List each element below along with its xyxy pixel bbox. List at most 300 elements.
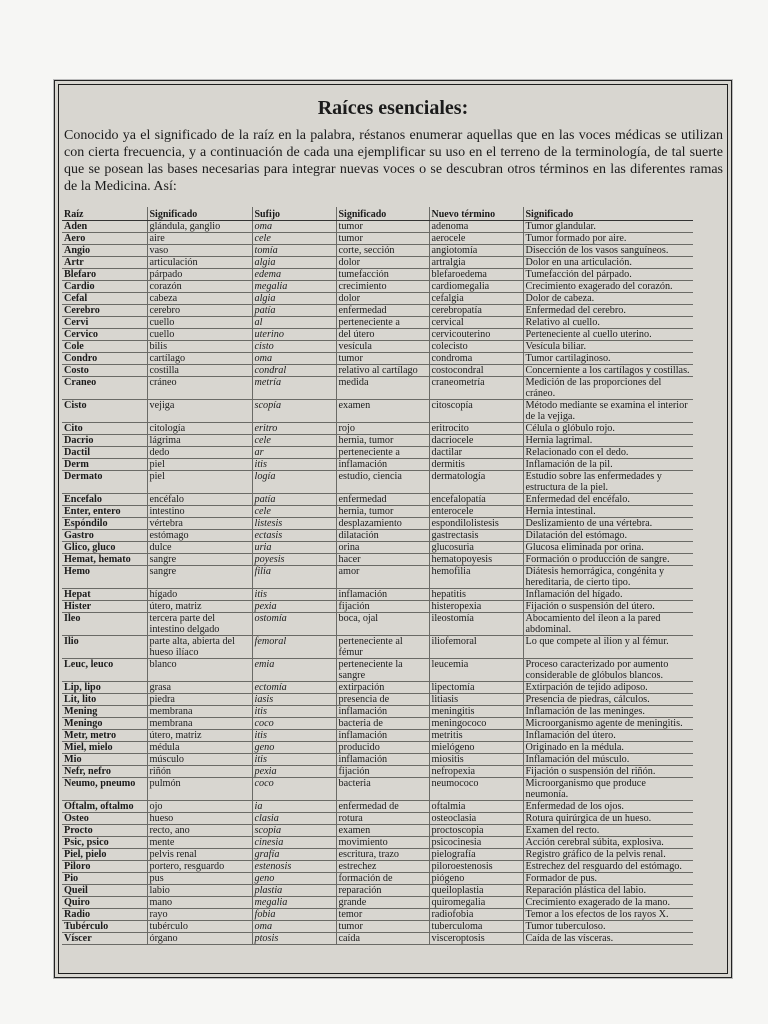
cell-suffix: edema xyxy=(252,269,336,281)
cell-new-term: eritrocito xyxy=(429,423,523,435)
table-row xyxy=(62,589,693,601)
cell-root: Hemo xyxy=(62,566,147,589)
cell-suffix-meaning: tumor xyxy=(336,221,429,233)
table-row xyxy=(62,459,693,471)
cell-suffix-meaning: relativo al cartílago xyxy=(336,365,429,377)
cell-definition: Diátesis hemorrágica, congénita y hereditaria, de cierto tipo. xyxy=(523,566,693,589)
cell-root: Cisto xyxy=(62,400,147,423)
cell-meaning: intestino xyxy=(147,506,252,518)
cell-definition: Estudio sobre las enfermedades y estructura de la piel. xyxy=(523,471,693,494)
cell-suffix: oma xyxy=(252,353,336,365)
table-row xyxy=(62,837,693,849)
cell-meaning: bilis xyxy=(147,341,252,353)
cell-suffix: cinesia xyxy=(252,837,336,849)
cell-meaning: útero, matriz xyxy=(147,730,252,742)
cell-meaning: aire xyxy=(147,233,252,245)
cell-root: Lip, lipo xyxy=(62,682,147,694)
cell-suffix-meaning: fijación xyxy=(336,601,429,613)
cell-new-term: meningococo xyxy=(429,718,523,730)
cell-new-term: piógeno xyxy=(429,873,523,885)
cell-root: Procto xyxy=(62,825,147,837)
cell-suffix: itis xyxy=(252,589,336,601)
table-row xyxy=(62,377,693,400)
cell-suffix-meaning: fijación xyxy=(336,766,429,778)
cell-new-term: lipectomía xyxy=(429,682,523,694)
table-row xyxy=(62,825,693,837)
cell-suffix-meaning: enfermedad xyxy=(336,494,429,506)
cell-root: Hister xyxy=(62,601,147,613)
cell-meaning: cráneo xyxy=(147,377,252,400)
cell-definition: Tumor cartilaginoso. xyxy=(523,353,693,365)
cell-definition: Abocamiento del íleon a la pared abdominal. xyxy=(523,613,693,636)
cell-suffix: tomía xyxy=(252,245,336,257)
cell-definition: Examen del recto. xyxy=(523,825,693,837)
cell-root: Tubérculo xyxy=(62,921,147,933)
cell-root: Mening xyxy=(62,706,147,718)
table-row xyxy=(62,506,693,518)
cell-definition: Acción cerebral súbita, explosiva. xyxy=(523,837,693,849)
cell-suffix: cele xyxy=(252,233,336,245)
cell-suffix-meaning: boca, ojal xyxy=(336,613,429,636)
table-row xyxy=(62,518,693,530)
cell-new-term: artralgia xyxy=(429,257,523,269)
cell-root: Derm xyxy=(62,459,147,471)
cell-definition: Perteneciente al cuello uterino. xyxy=(523,329,693,341)
table-row xyxy=(62,471,693,494)
cell-suffix: coco xyxy=(252,718,336,730)
cell-suffix-meaning: estrechez xyxy=(336,861,429,873)
cell-new-term: quiromegalia xyxy=(429,897,523,909)
table-row xyxy=(62,909,693,921)
cell-suffix-meaning: corte, sección xyxy=(336,245,429,257)
cell-new-term: litiasis xyxy=(429,694,523,706)
cell-suffix: coco xyxy=(252,778,336,801)
cell-new-term: condroma xyxy=(429,353,523,365)
cell-suffix-meaning: formación de xyxy=(336,873,429,885)
cell-meaning: piel xyxy=(147,471,252,494)
cell-root: Ilio xyxy=(62,636,147,659)
cell-suffix-meaning: tumor xyxy=(336,921,429,933)
cell-new-term: aerocele xyxy=(429,233,523,245)
cell-root: Cito xyxy=(62,423,147,435)
table-row xyxy=(62,494,693,506)
cell-definition: Relacionado con el dedo. xyxy=(523,447,693,459)
cell-new-term: pielografía xyxy=(429,849,523,861)
cell-new-term: tuberculoma xyxy=(429,921,523,933)
cell-suffix: ptosis xyxy=(252,933,336,945)
cell-meaning: citología xyxy=(147,423,252,435)
cell-suffix-meaning: hacer xyxy=(336,554,429,566)
cell-definition: Proceso caracterizado por aumento considerable de glóbulos blancos. xyxy=(523,659,693,682)
cell-suffix: oma xyxy=(252,221,336,233)
cell-definition: Presencia de piedras, cálculos. xyxy=(523,694,693,706)
table-row xyxy=(62,933,693,945)
cell-definition: Célula o glóbulo rojo. xyxy=(523,423,693,435)
table-row xyxy=(62,257,693,269)
page-border xyxy=(58,84,728,974)
table-row xyxy=(62,400,693,423)
cell-meaning: mano xyxy=(147,897,252,909)
cell-meaning: vaso xyxy=(147,245,252,257)
cell-new-term: gastrectasis xyxy=(429,530,523,542)
cell-root: Pio xyxy=(62,873,147,885)
table-row xyxy=(62,221,693,233)
cell-new-term: blefaroedema xyxy=(429,269,523,281)
cell-suffix: ia xyxy=(252,801,336,813)
cell-meaning: cartílago xyxy=(147,353,252,365)
cell-new-term: dactilar xyxy=(429,447,523,459)
table-row xyxy=(62,423,693,435)
cell-root: Víscer xyxy=(62,933,147,945)
cell-root: Hemat, hemato xyxy=(62,554,147,566)
cell-root: Hepat xyxy=(62,589,147,601)
cell-definition: Enfermedad del encéfalo. xyxy=(523,494,693,506)
cell-new-term: neumococo xyxy=(429,778,523,801)
cell-suffix-meaning: crecimiento xyxy=(336,281,429,293)
cell-suffix: eritro xyxy=(252,423,336,435)
cell-suffix: algia xyxy=(252,257,336,269)
cell-root: Artr xyxy=(62,257,147,269)
cell-definition: Inflamación del músculo. xyxy=(523,754,693,766)
cell-meaning: recto, ano xyxy=(147,825,252,837)
cell-meaning: hueso xyxy=(147,813,252,825)
table-row xyxy=(62,730,693,742)
cell-new-term: queiloplastia xyxy=(429,885,523,897)
cell-meaning: lágrima xyxy=(147,435,252,447)
cell-new-term: nefropexia xyxy=(429,766,523,778)
cell-new-term: cervical xyxy=(429,317,523,329)
cell-definition: Dolor en una articulación. xyxy=(523,257,693,269)
cell-new-term: mielógeno xyxy=(429,742,523,754)
cell-suffix: ostomía xyxy=(252,613,336,636)
cell-root: Queil xyxy=(62,885,147,897)
table-row xyxy=(62,365,693,377)
cell-root: Piel, pielo xyxy=(62,849,147,861)
cell-suffix: condral xyxy=(252,365,336,377)
cell-root: Cervi xyxy=(62,317,147,329)
cell-suffix-meaning: examen xyxy=(336,400,429,423)
cell-definition: Reparación plástica del labio. xyxy=(523,885,693,897)
cell-definition: Crecimiento exagerado del corazón. xyxy=(523,281,693,293)
cell-suffix-meaning: inflamación xyxy=(336,589,429,601)
cell-new-term: hepatitis xyxy=(429,589,523,601)
cell-definition: Lo que compete al ilion y al fémur. xyxy=(523,636,693,659)
cell-suffix: pexia xyxy=(252,766,336,778)
cell-new-term: metritis xyxy=(429,730,523,742)
cell-suffix-meaning: examen xyxy=(336,825,429,837)
cell-new-term: adenoma xyxy=(429,221,523,233)
cell-meaning: útero, matriz xyxy=(147,601,252,613)
table-row xyxy=(62,873,693,885)
cell-definition: Tumor glandular. xyxy=(523,221,693,233)
cell-suffix-meaning: caída xyxy=(336,933,429,945)
cell-new-term: radiofobia xyxy=(429,909,523,921)
cell-root: Miel, mielo xyxy=(62,742,147,754)
cell-meaning: sangre xyxy=(147,554,252,566)
cell-definition: Tumor tuberculoso. xyxy=(523,921,693,933)
table-row xyxy=(62,435,693,447)
cell-suffix: uria xyxy=(252,542,336,554)
cell-suffix: ar xyxy=(252,447,336,459)
cell-new-term: oftalmia xyxy=(429,801,523,813)
table-row xyxy=(62,636,693,659)
cell-meaning: tubérculo xyxy=(147,921,252,933)
cell-new-term: colecisto xyxy=(429,341,523,353)
cell-suffix-meaning: extirpación xyxy=(336,682,429,694)
cell-new-term: piloroestenosis xyxy=(429,861,523,873)
cell-root: Metr, metro xyxy=(62,730,147,742)
cell-root: Piloro xyxy=(62,861,147,873)
cell-meaning: piel xyxy=(147,459,252,471)
header-suffix: Sufijo xyxy=(252,207,336,221)
cell-suffix: logía xyxy=(252,471,336,494)
cell-definition: Microorganismo que produce neumonía. xyxy=(523,778,693,801)
cell-suffix: scopía xyxy=(252,400,336,423)
cell-definition: Crecimiento exagerado de la mano. xyxy=(523,897,693,909)
table-row xyxy=(62,849,693,861)
cell-meaning: cabeza xyxy=(147,293,252,305)
cell-suffix: itis xyxy=(252,459,336,471)
cell-root: Lit, lito xyxy=(62,694,147,706)
cell-new-term: leucemia xyxy=(429,659,523,682)
cell-root: Cardio xyxy=(62,281,147,293)
cell-suffix: cele xyxy=(252,435,336,447)
table-row xyxy=(62,801,693,813)
cell-meaning: órgano xyxy=(147,933,252,945)
cell-suffix: uterino xyxy=(252,329,336,341)
cell-root: Craneo xyxy=(62,377,147,400)
cell-suffix: fobia xyxy=(252,909,336,921)
header-definition: Significado xyxy=(523,207,693,221)
header-suffix-meaning: Significado xyxy=(336,207,429,221)
table-row xyxy=(62,706,693,718)
cell-meaning: vejiga xyxy=(147,400,252,423)
cell-suffix-meaning: dilatación xyxy=(336,530,429,542)
cell-meaning: portero, resguardo xyxy=(147,861,252,873)
cell-meaning: glándula, ganglio xyxy=(147,221,252,233)
cell-new-term: espondilolistesis xyxy=(429,518,523,530)
table-row xyxy=(62,353,693,365)
cell-root: Radio xyxy=(62,909,147,921)
cell-meaning: pelvis renal xyxy=(147,849,252,861)
cell-definition: Inflamación del útero. xyxy=(523,730,693,742)
cell-root: Espóndilo xyxy=(62,518,147,530)
cell-definition: Dolor de cabeza. xyxy=(523,293,693,305)
cell-root: Ileo xyxy=(62,613,147,636)
cell-meaning: hígado xyxy=(147,589,252,601)
cell-root: Leuc, leuco xyxy=(62,659,147,682)
table-row xyxy=(62,766,693,778)
cell-suffix: emia xyxy=(252,659,336,682)
cell-definition: Temor a los efectos de los rayos X. xyxy=(523,909,693,921)
cell-definition: Caída de las vísceras. xyxy=(523,933,693,945)
cell-definition: Registro gráfico de la pelvis renal. xyxy=(523,849,693,861)
cell-definition: Fijación o suspensión del riñón. xyxy=(523,766,693,778)
cell-suffix: pexia xyxy=(252,601,336,613)
cell-definition: Dilatación del estómago. xyxy=(523,530,693,542)
cell-meaning: labio xyxy=(147,885,252,897)
document-page xyxy=(54,80,732,978)
cell-suffix: ectomía xyxy=(252,682,336,694)
cell-root: Cefal xyxy=(62,293,147,305)
cell-new-term: cardiomegalia xyxy=(429,281,523,293)
cell-root: Dactil xyxy=(62,447,147,459)
cell-root: Glico, gluco xyxy=(62,542,147,554)
table-row xyxy=(62,897,693,909)
cell-suffix-meaning: bacteria xyxy=(336,778,429,801)
cell-definition: Microorganismo agente de meningitis. xyxy=(523,718,693,730)
cell-suffix: megalia xyxy=(252,281,336,293)
cell-root: Costo xyxy=(62,365,147,377)
cell-suffix-meaning: hernia, tumor xyxy=(336,435,429,447)
cell-suffix-meaning: perteneciente a xyxy=(336,317,429,329)
cell-meaning: párpado xyxy=(147,269,252,281)
cell-meaning: vértebra xyxy=(147,518,252,530)
table-row xyxy=(62,269,693,281)
cell-suffix-meaning: dolor xyxy=(336,293,429,305)
table-row xyxy=(62,305,693,317)
cell-definition: Fijación o suspensión del útero. xyxy=(523,601,693,613)
cell-new-term: cervicouterino xyxy=(429,329,523,341)
cell-suffix: geno xyxy=(252,742,336,754)
cell-root: Gastro xyxy=(62,530,147,542)
cell-suffix-meaning: tumefacción xyxy=(336,269,429,281)
cell-definition: Tumor formado por aire. xyxy=(523,233,693,245)
cell-suffix-meaning: producido xyxy=(336,742,429,754)
cell-meaning: grasa xyxy=(147,682,252,694)
cell-meaning: cuello xyxy=(147,317,252,329)
cell-suffix: ectasis xyxy=(252,530,336,542)
cell-meaning: rayo xyxy=(147,909,252,921)
cell-definition: Disección de los vasos sanguíneos. xyxy=(523,245,693,257)
cell-suffix: megalia xyxy=(252,897,336,909)
cell-meaning: encéfalo xyxy=(147,494,252,506)
cell-root: Aero xyxy=(62,233,147,245)
cell-new-term: ileostomía xyxy=(429,613,523,636)
cell-root: Meningo xyxy=(62,718,147,730)
cell-suffix-meaning: rotura xyxy=(336,813,429,825)
cell-suffix: metría xyxy=(252,377,336,400)
cell-definition: Relativo al cuello. xyxy=(523,317,693,329)
cell-suffix-meaning: medida xyxy=(336,377,429,400)
cell-definition: Hernia lagrimal. xyxy=(523,435,693,447)
cell-meaning: costilla xyxy=(147,365,252,377)
cell-suffix: plastia xyxy=(252,885,336,897)
cell-definition: Medición de las proporciones del cráneo. xyxy=(523,377,693,400)
intro-paragraph: Conocido ya el significado de la raíz en la palabra, réstanos enumerar aquellas que en las voces médicas se utilizan con cierta frecuencia, y a continuación de cada una ejemplificar su uso en el terreno de la terminología, de tal suerte que se posean las bases necesarias para integrar nuevas voces o se descubran otros términos en las diferentes ramas de la Medicina. Así: xyxy=(64,128,723,194)
cell-meaning: membrana xyxy=(147,706,252,718)
cell-new-term: costocondral xyxy=(429,365,523,377)
table-row xyxy=(62,245,693,257)
cell-definition: Concerniente a los cartílagos y costillas. xyxy=(523,365,693,377)
cell-new-term: enterocele xyxy=(429,506,523,518)
table-row xyxy=(62,554,693,566)
cell-suffix-meaning: tumor xyxy=(336,353,429,365)
cell-meaning: cuello xyxy=(147,329,252,341)
cell-suffix-meaning: perteneciente al fémur xyxy=(336,636,429,659)
cell-new-term: cefalgia xyxy=(429,293,523,305)
cell-definition: Formación o producción de sangre. xyxy=(523,554,693,566)
cell-suffix-meaning: tumor xyxy=(336,233,429,245)
cell-definition: Estrechez del resguardo del estómago. xyxy=(523,861,693,873)
cell-meaning: músculo xyxy=(147,754,252,766)
cell-meaning: ojo xyxy=(147,801,252,813)
table-row xyxy=(62,613,693,636)
cell-definition: Rotura quirúrgica de un hueso. xyxy=(523,813,693,825)
cell-suffix: cisto xyxy=(252,341,336,353)
cell-new-term: hematopoyesis xyxy=(429,554,523,566)
cell-suffix-meaning: perteneciente a xyxy=(336,447,429,459)
cell-suffix-meaning: inflamación xyxy=(336,706,429,718)
cell-new-term: iliofemoral xyxy=(429,636,523,659)
table-row xyxy=(62,861,693,873)
header-meaning: Significado xyxy=(147,207,252,221)
table-row xyxy=(62,694,693,706)
table-row xyxy=(62,885,693,897)
cell-new-term: histeropexia xyxy=(429,601,523,613)
cell-suffix-meaning: hernia, tumor xyxy=(336,506,429,518)
cell-root: Osteo xyxy=(62,813,147,825)
cell-suffix-meaning: dolor xyxy=(336,257,429,269)
cell-meaning: piedra xyxy=(147,694,252,706)
cell-meaning: riñón xyxy=(147,766,252,778)
cell-suffix: estenosis xyxy=(252,861,336,873)
cell-suffix: poyesis xyxy=(252,554,336,566)
cell-suffix: patía xyxy=(252,494,336,506)
header-new-term: Nuevo término xyxy=(429,207,523,221)
cell-new-term: encefalopatía xyxy=(429,494,523,506)
cell-suffix-meaning: grande xyxy=(336,897,429,909)
cell-root: Blefaro xyxy=(62,269,147,281)
cell-meaning: tercera parte del intestino delgado xyxy=(147,613,252,636)
cell-suffix-meaning: inflamación xyxy=(336,730,429,742)
table-row xyxy=(62,742,693,754)
cell-definition: Inflamación del hígado. xyxy=(523,589,693,601)
cell-definition: Glucosa eliminada por orina. xyxy=(523,542,693,554)
cell-suffix: filia xyxy=(252,566,336,589)
cell-suffix: clasia xyxy=(252,813,336,825)
table-body xyxy=(62,221,693,945)
cell-suffix: algia xyxy=(252,293,336,305)
cell-suffix: listesis xyxy=(252,518,336,530)
cell-meaning: dulce xyxy=(147,542,252,554)
cell-new-term: dacriocele xyxy=(429,435,523,447)
cell-suffix-meaning: enfermedad xyxy=(336,305,429,317)
table-row xyxy=(62,921,693,933)
cell-root: Condro xyxy=(62,353,147,365)
cell-meaning: estómago xyxy=(147,530,252,542)
cell-suffix: geno xyxy=(252,873,336,885)
cell-suffix-meaning: vesícula xyxy=(336,341,429,353)
cell-definition: Deslizamiento de una vértebra. xyxy=(523,518,693,530)
cell-suffix-meaning: bacteria de xyxy=(336,718,429,730)
cell-suffix: scopia xyxy=(252,825,336,837)
cell-definition: Tumefacción del párpado. xyxy=(523,269,693,281)
cell-suffix-meaning: amor xyxy=(336,566,429,589)
cell-meaning: cerebro xyxy=(147,305,252,317)
cell-definition: Hernia intestinal. xyxy=(523,506,693,518)
table-row xyxy=(62,329,693,341)
cell-root: Cervico xyxy=(62,329,147,341)
cell-suffix-meaning: enfermedad de xyxy=(336,801,429,813)
cell-root: Cerebro xyxy=(62,305,147,317)
cell-meaning: membrana xyxy=(147,718,252,730)
cell-new-term: glucosuria xyxy=(429,542,523,554)
cell-new-term: dermatología xyxy=(429,471,523,494)
cell-root: Dermato xyxy=(62,471,147,494)
cell-suffix-meaning: desplazamiento xyxy=(336,518,429,530)
table-row xyxy=(62,530,693,542)
